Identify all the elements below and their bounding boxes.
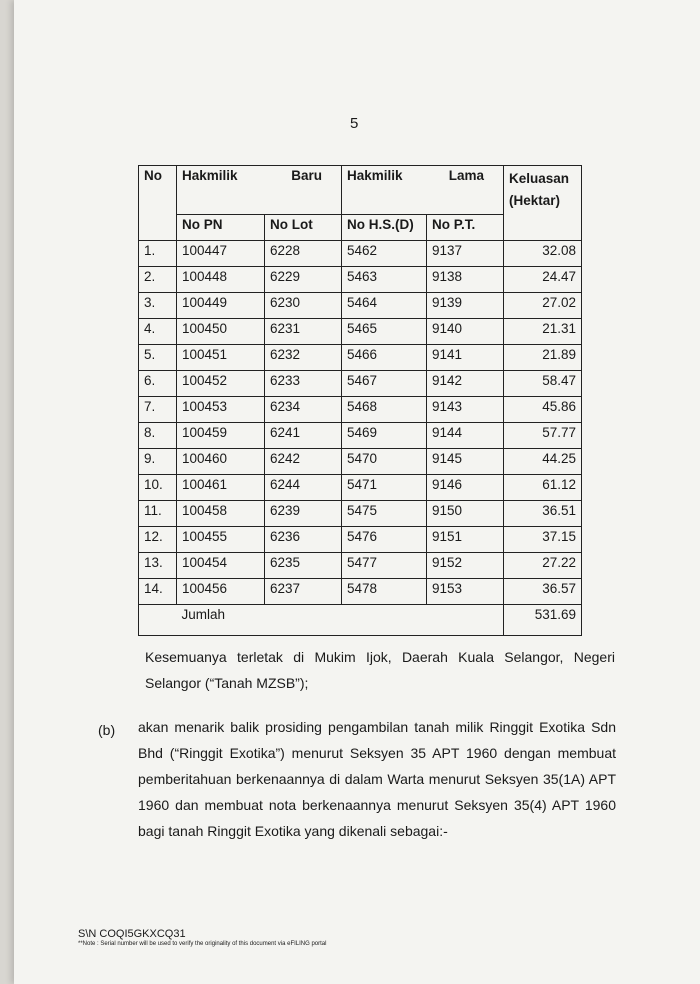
row-no-hs: 5466 [342,345,427,371]
row-no-pt: 9139 [427,293,504,319]
row-no-hs: 5462 [342,241,427,267]
row-no: 7. [139,397,177,423]
row-area: 36.57 [504,579,582,605]
row-no-hs: 5463 [342,267,427,293]
row-no-pn: 100460 [177,449,265,475]
row-no-lot: 6230 [265,293,342,319]
table-row [139,345,582,371]
row-area: 21.31 [504,319,582,345]
row-no-hs: 5475 [342,501,427,527]
row-no: 9. [139,449,177,475]
table-row [139,475,582,501]
row-no-pn: 100447 [177,241,265,267]
table-header-row [139,166,582,215]
row-no-hs: 5470 [342,449,427,475]
row-no: 3. [139,293,177,319]
row-no-pt: 9143 [427,397,504,423]
row-no: 5. [139,345,177,371]
row-no: 8. [139,423,177,449]
header-keluasan [504,166,582,241]
row-no: 4. [139,319,177,345]
land-table [138,165,582,636]
row-no-pn: 100459 [177,423,265,449]
table-row [139,579,582,605]
row-no-lot: 6244 [265,475,342,501]
header-keluasan-label: Keluasan [509,171,570,186]
table-row [139,267,582,293]
row-no-pt: 9140 [427,319,504,345]
document-page [14,0,700,984]
row-no-pt: 9144 [427,423,504,449]
table-row [139,241,582,267]
row-no-hs: 5477 [342,553,427,579]
header-baru-label: Baru [291,168,322,183]
row-area: 32.08 [504,241,582,267]
table-row [139,423,582,449]
header-hakmilik-baru-label: Hakmilik [182,168,238,183]
row-no-pn: 100458 [177,501,265,527]
row-no-pt: 9142 [427,371,504,397]
table-row [139,319,582,345]
header-no-pn: No PN [177,215,265,241]
header-no-lot: No Lot [265,215,342,241]
header-lama-label: Lama [448,168,484,183]
header-hakmilik-lama-label: Hakmilik [347,168,403,183]
row-no-pt: 9152 [427,553,504,579]
footer-note: **Note : Serial number will be used to verify the originality of this document via eFILING portal [78,941,327,947]
row-area: 44.25 [504,449,582,475]
header-hakmilik-baru [177,166,342,215]
row-no-pn: 100450 [177,319,265,345]
row-no-pn: 100451 [177,345,265,371]
row-no-pt: 9138 [427,267,504,293]
row-no: 1. [139,241,177,267]
row-no-lot: 6229 [265,267,342,293]
row-no-pt: 9146 [427,475,504,501]
row-no-pt: 9137 [427,241,504,267]
paragraph-b: akan menarik balik prosiding pengambilan tanah milik Ringgit Exotika Sdn Bhd (“Ringgit Exotika”) menurut Seksyen 35 APT 1960 dengan membuat pemberitahuan berkenaannya di dalam Warta menurut Seksyen 35(1A) APT 1960 dan membuat nota berkenaannya menurut Seksyen 35(4) APT 1960 bagi tanah Ringgit Exotika yang dikenali sebagai:- [138,719,616,839]
header-hakmilik-lama [342,166,504,215]
row-no-lot: 6236 [265,527,342,553]
row-no-lot: 6233 [265,371,342,397]
row-no-pn: 100454 [177,553,265,579]
row-no: 12. [139,527,177,553]
row-area: 27.02 [504,293,582,319]
table-row [139,553,582,579]
row-no: 6. [139,371,177,397]
paragraph-b-label: (b) [98,722,116,738]
table-row [139,371,582,397]
header-hektar-label: (Hektar) [509,193,561,208]
row-area: 58.47 [504,371,582,397]
row-no-hs: 5468 [342,397,427,423]
total-value: 531.69 [504,605,582,636]
row-no-lot: 6237 [265,579,342,605]
header-no-hs: No H.S.(D) [342,215,427,241]
row-no: 11. [139,501,177,527]
row-no-hs: 5469 [342,423,427,449]
row-no-pn: 100453 [177,397,265,423]
row-no-lot: 6232 [265,345,342,371]
row-no-lot: 6231 [265,319,342,345]
row-no-hs: 5471 [342,475,427,501]
row-no-hs: 5476 [342,527,427,553]
row-area: 57.77 [504,423,582,449]
row-no-pn: 100448 [177,267,265,293]
row-no-pn: 100452 [177,371,265,397]
row-no-pt: 9145 [427,449,504,475]
total-label: Jumlah [177,605,504,636]
row-no: 13. [139,553,177,579]
row-no-pt: 9150 [427,501,504,527]
row-no-lot: 6242 [265,449,342,475]
row-no-lot: 6235 [265,553,342,579]
row-no-hs: 5478 [342,579,427,605]
row-no-pn: 100461 [177,475,265,501]
row-area: 36.51 [504,501,582,527]
row-area: 27.22 [504,553,582,579]
row-area: 24.47 [504,267,582,293]
row-no: 14. [139,579,177,605]
row-area: 37.15 [504,527,582,553]
table-row [139,449,582,475]
row-no-pt: 9141 [427,345,504,371]
row-no-hs: 5464 [342,293,427,319]
row-no-hs: 5465 [342,319,427,345]
page-number: 5 [350,115,359,132]
table-row [139,527,582,553]
table-row [139,501,582,527]
row-area: 21.89 [504,345,582,371]
header-no: No [139,166,177,241]
row-no-pt: 9153 [427,579,504,605]
row-no-hs: 5467 [342,371,427,397]
row-no-pn: 100455 [177,527,265,553]
row-no-lot: 6234 [265,397,342,423]
row-area: 45.86 [504,397,582,423]
row-no: 2. [139,267,177,293]
row-no-pt: 9151 [427,527,504,553]
row-area: 61.12 [504,475,582,501]
paragraph-location: Kesemuanya terletak di Mukim Ijok, Daerah Kuala Selangor, Negeri Selangor (“Tanah MZSB”); [145,649,615,691]
row-no: 10. [139,475,177,501]
total-row [139,605,582,636]
row-no-pn: 100449 [177,293,265,319]
table-row [139,293,582,319]
footer-serial: S\N COQI5GKXCQ31 [78,928,186,940]
header-no-pt: No P.T. [427,215,504,241]
row-no-lot: 6241 [265,423,342,449]
row-no-pn: 100456 [177,579,265,605]
row-no-lot: 6239 [265,501,342,527]
table-row [139,397,582,423]
row-no-lot: 6228 [265,241,342,267]
